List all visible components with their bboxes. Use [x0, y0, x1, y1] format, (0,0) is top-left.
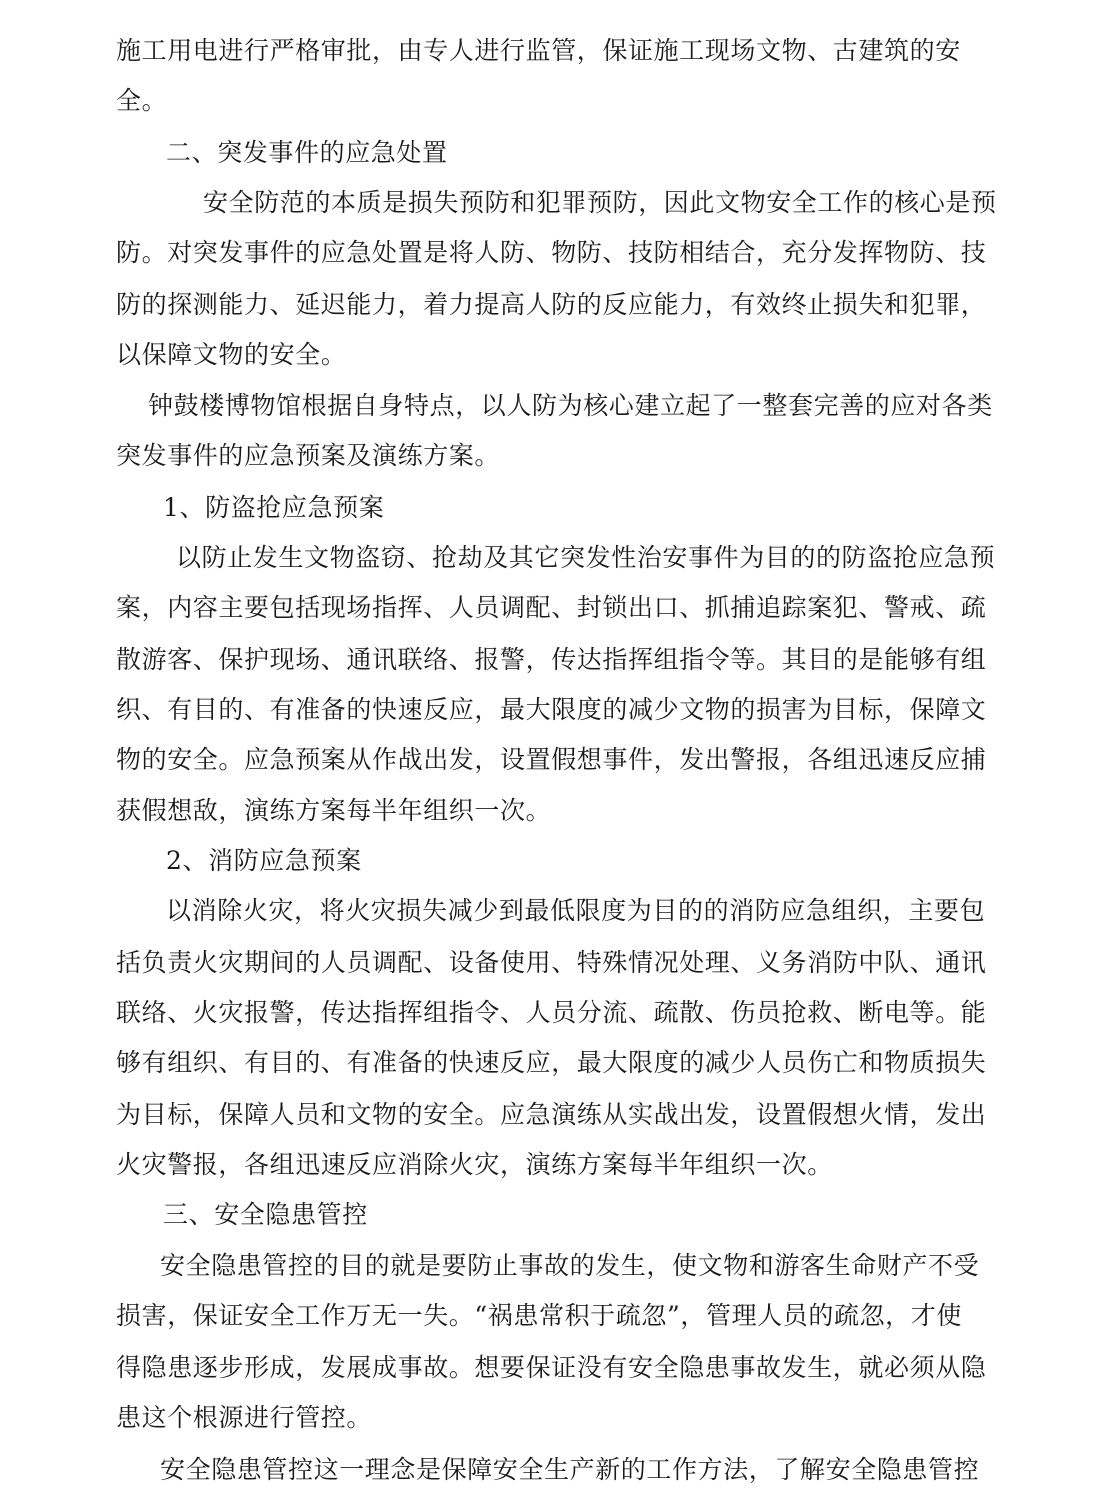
- section-heading: 二、突发事件的应急处置: [166, 138, 448, 167]
- text-line: 防。对突发事件的应急处置是将人防、物防、技防相结合，充分发挥物防、技: [116, 238, 987, 267]
- text-line: 火灾警报，各组迅速反应消除火灾，演练方案每半年组织一次。: [116, 1150, 833, 1179]
- text-line: 安全防范的本质是损失预防和犯罪预防，因此文物安全工作的核心是预: [203, 188, 997, 217]
- subsection-heading: 2、消防应急预案: [166, 846, 362, 875]
- subsection-heading: 1、防盗抢应急预案: [163, 493, 385, 522]
- text-line: 括负责火灾期间的人员调配、设备使用、特殊情况处理、义务消防中队、通讯: [116, 948, 987, 977]
- text-line: 织、有目的、有准备的快速反应，最大限度的减少文物的损害为目标，保障文: [116, 695, 987, 724]
- text-line: 以防止发生文物盗窃、抢劫及其它突发性治安事件为目的的防盗抢应急预: [176, 543, 996, 572]
- section-heading: 三、安全隐患管控: [163, 1200, 368, 1229]
- text-line: 以消除火灾，将火灾损失减少到最低限度为目的的消防应急组织，主要包: [166, 896, 986, 925]
- text-line: 以保障文物的安全。: [116, 340, 347, 369]
- text-line: 安全隐患管控这一理念是保障安全生产新的工作方法，了解安全隐患管控: [160, 1455, 980, 1484]
- text-line: 获假想敌，演练方案每半年组织一次。: [116, 796, 552, 825]
- text-line: 全。: [116, 86, 168, 115]
- text-line: 损害，保证安全工作万无一失。“祸患常积于疏忽”，管理人员的疏忽，才使: [116, 1301, 962, 1330]
- text-line: 施工用电进行严格审批，由专人进行监管，保证施工现场文物、古建筑的安: [116, 36, 961, 65]
- text-line: 物的安全。应急预案从作战出发，设置假想事件，发出警报，各组迅速反应捕: [116, 745, 987, 774]
- text-line: 患这个根源进行管控。: [116, 1403, 373, 1432]
- text-line: 案，内容主要包括现场指挥、人员调配、封锁出口、抓捕追踪案犯、警戒、疏: [116, 593, 987, 622]
- text-line: 防的探测能力、延迟能力，着力提高人防的反应能力，有效终止损失和犯罪，: [116, 290, 987, 319]
- text-line: 够有组织、有目的、有准备的快速反应，最大限度的减少人员伤亡和物质损失: [116, 1048, 987, 1077]
- text-line: 突发事件的应急预案及演练方案。: [116, 441, 501, 470]
- text-line: 联络、火灾报警，传达指挥组指令、人员分流、疏散、伤员抢救、断电等。能: [116, 998, 987, 1027]
- text-line: 散游客、保护现场、通讯联络、报警，传达指挥组指令等。其目的是能够有组: [116, 645, 987, 674]
- text-line: 钟鼓楼博物馆根据自身特点，以人防为核心建立起了一整套完善的应对各类: [148, 391, 993, 420]
- text-line: 为目标，保障人员和文物的安全。应急演练从实战出发，设置假想火情，发出: [116, 1100, 987, 1129]
- text-line: 安全隐患管控的目的就是要防止事故的发生，使文物和游客生命财产不受: [160, 1251, 980, 1280]
- text-line: 得隐患逐步形成，发展成事故。想要保证没有安全隐患事故发生，就必须从隐: [116, 1353, 987, 1382]
